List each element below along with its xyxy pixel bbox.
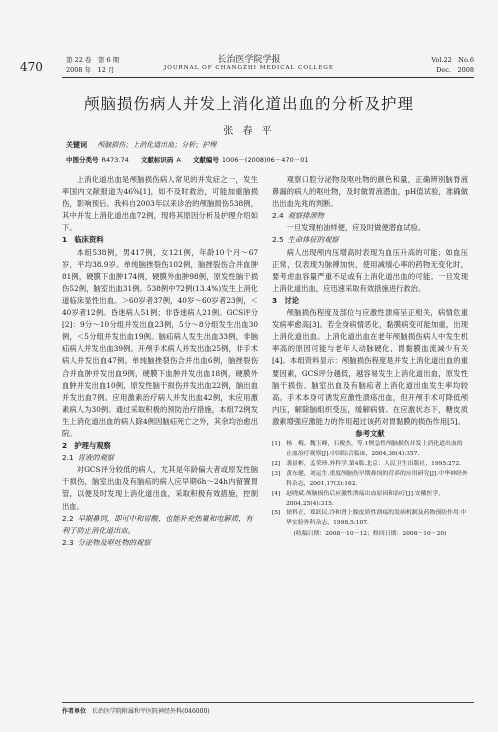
keywords-label: 关键词 (66, 141, 87, 149)
journal-title-cn: 长治医学院学报 (217, 55, 281, 65)
subsection-title: 观察排泄物 (287, 211, 325, 221)
subsection-heading (272, 234, 468, 246)
header-rule (62, 77, 474, 78)
article-no-value: 1006－(2008)06－470－01 (221, 156, 309, 164)
reference-item: [5] 徐科正，郑跃民.冷和肾上腺皮质性溃疡的发病机制及药物预防作用.中华实验外科杂志，1998,5:107. (272, 510, 467, 527)
section-heading: 2 护理与观察 (62, 441, 111, 451)
volume-cn: 第 22 卷 第 6 期 (66, 56, 120, 64)
subsection-title: 分泌物及呕吐物的观察 (77, 537, 151, 547)
section-heading: 1 临床资料 (62, 235, 104, 245)
clc-label: 中图分类号 (66, 156, 99, 164)
volume-en: Vol.22 No.6 (431, 56, 474, 64)
journal-title-en: JOURNAL OF CHANGZHI MEDICAL COLLEGE (164, 65, 334, 71)
right-column (272, 174, 468, 539)
received-dates: (收稿日期：2008－10－12；修回日期：2008－10－20) (293, 531, 447, 538)
references-heading: 参考文献 (355, 428, 385, 438)
paragraph: 一旦发现柏油样便，应及时做便潜血试验。 (286, 223, 426, 233)
reference-item: [1] 杨 梅，魏玉峰，石俊杰，等.1例急性颅脑损伤并发上消化道出血的止血治疗观察[J].中国综合临床，2004,36(4):357. (272, 441, 463, 457)
paragraph: 病人出现颅内压增高时表现为血压升高的可能；如血压正常，仅表现为脉搏加快，使用减缓心率的药物无变化时，要考虑血容量严重不足或有上消化道出血的可能。一旦发现上消化道出血，应迅速采取有效措施进行救治。 (272, 247, 468, 293)
date-en: Dec. 2008 (436, 66, 474, 74)
subsection-title: 胃液的观察 (77, 453, 115, 463)
article-no-label: 文献编号 (192, 156, 219, 164)
paragraph: 颅脑损伤程度及部位与应激性溃疡呈正相关，病情危重发病率愈高[3]。若全身病情恶化，黏膜病变可能加重，出现上消化道出血。上消化道出血在老年颅脑损伤病人中发生机率高的原因可能与老年人动脉硬化、胃黏膜血流减少有关[4]。本组资料显示：颅脑损伤程度是并发上消化道出血的重要因素，GCS评分越低，越容易发生上消化道出血，原发性脑干损伤、脑室出血及有脑疝者上消化道出血发生率均较高。手术本身可诱发应激性溃疡出血，但开颅手术可降低颅内压，解除脑组织受压，缓解病情。在应激状态下，糖皮质激素增强应激能力的作用超过该药对胃黏膜的损伤作用[5]。 (272, 308, 468, 426)
subsection-number: 2.4 (272, 211, 284, 221)
running-header (0, 44, 498, 78)
subsection-heading (62, 513, 258, 537)
page-number: 470 (20, 60, 43, 74)
clc-value: R473.74 (101, 156, 129, 164)
paragraph: 观察口腔分泌物及呕吐物的颜色和量，正确辨别脑脊液鼻漏的病人的呕吐物，及时做胃液潜血，pH值试验，准确做出出血先兆的判断。 (272, 175, 468, 209)
reference-item: [2] 袭景彬，孟荣珍.外科学.第4版.北京：人民卫生出版社，1995:272. (272, 460, 462, 467)
subsection-title: 早期鼻饲，即可中和胃酸，也能补充热量和电解质，有利于防止消化道出血。 (62, 513, 253, 535)
article-author: 张 春 平 (223, 126, 275, 137)
doc-code-value: A (176, 156, 181, 164)
footnote-text: 长治医学院附属和平医院神经外科(046000) (92, 708, 210, 715)
section-heading: 3 讨论 (272, 295, 299, 305)
paragraph: 上消化道出血是颅脑损伤病人常见的并发症之一，发生率国内文献报道为46%[1]，如不及时救治，可能加重脑损伤，影响预后。我科自2003年以来诊治的颅脑损伤538例，其中并发上消化道出血72例，现将其原因分析及护理介绍如下。 (62, 175, 258, 233)
paragraph: 本组538例，男417例，女121例，年龄10个月～67岁，平均38.9岁。单纯脑挫裂伤102例，脑挫裂伤合并血肿81例，硬膜下血肿174例，硬膜外血肿98例，原发性脑干损伤52例，脑室出血31例。538例中72例(13.4%)发生上消化道临床显性出血。＞60岁者37例，40岁～60岁者23例，＜40岁者12例。昏迷病人51例；非昏迷病人21例。GCS评分[2]：9分～10分组并发出血23例，5分～8分组发生出血30例，＜5分组并发出血19例。脑疝病人发生出血33例，非脑疝病人并发出血39例。开颅手术病人并发出血25例，非手术病人并发出血47例。单纯脑挫裂伤合并出血6例，脑挫裂伤合并血肿并发出血9例，硬膜下血肿并发出血18例，硬膜外血肿并发出血10例，原发性脑干损伤并发出血22例，脑出血并发出血7例。应用激素治疗病人并发出血42例，未应用激素病人为30例。通过采取积极的预防治疗措施，本组72例发生上消化道出血的病人除4例因脑疝死亡之外，其余均治愈出院。 (62, 247, 258, 438)
subsection-heading (272, 210, 468, 222)
left-column (62, 174, 258, 549)
classification-line (66, 155, 318, 164)
paragraph: 对GCS评分较低的病人，尤其是年龄偏大者或原发性脑干损伤，脑室出血及有脑疝的病人应早期6h～24h内留置胃管，以便及时发现上消化道出血，采取积极有效措施，控制出血。 (62, 465, 258, 511)
subsection-number: 2.5 (272, 235, 284, 245)
subsection-heading (62, 537, 258, 549)
reference-item: [4] 赵晓斌.颅脑损伤后应激性溃疡出血原因和治疗[J].安徽医学，2004,25(4):315. (272, 490, 445, 507)
reference-item: [3] 黄东健，刘运生.重度颅脑伤早期鼻饲的营养的应用研究[J].中华神经外科杂志，2001,17(3):162. (272, 470, 468, 487)
doc-code-label: 文献标识码 (140, 156, 174, 164)
date-cn: 2008 年 12 月 (66, 66, 115, 74)
article-title: 颅脑损伤病人并发上消化道出血的分析及护理 (83, 95, 414, 113)
subsection-number: 2.3 (62, 537, 74, 547)
footnote (62, 702, 474, 715)
subsection-heading (62, 452, 258, 464)
subsection-title: 生命体征的观察 (287, 235, 339, 245)
subsection-number: 2.2 (62, 513, 74, 523)
footnote-label: 作者单位 (62, 708, 87, 715)
subsection-number: 2.1 (62, 453, 74, 463)
keywords-line (66, 140, 216, 150)
keywords-text: 颅脑损伤；上消化道出血；分析；护理 (97, 141, 217, 149)
